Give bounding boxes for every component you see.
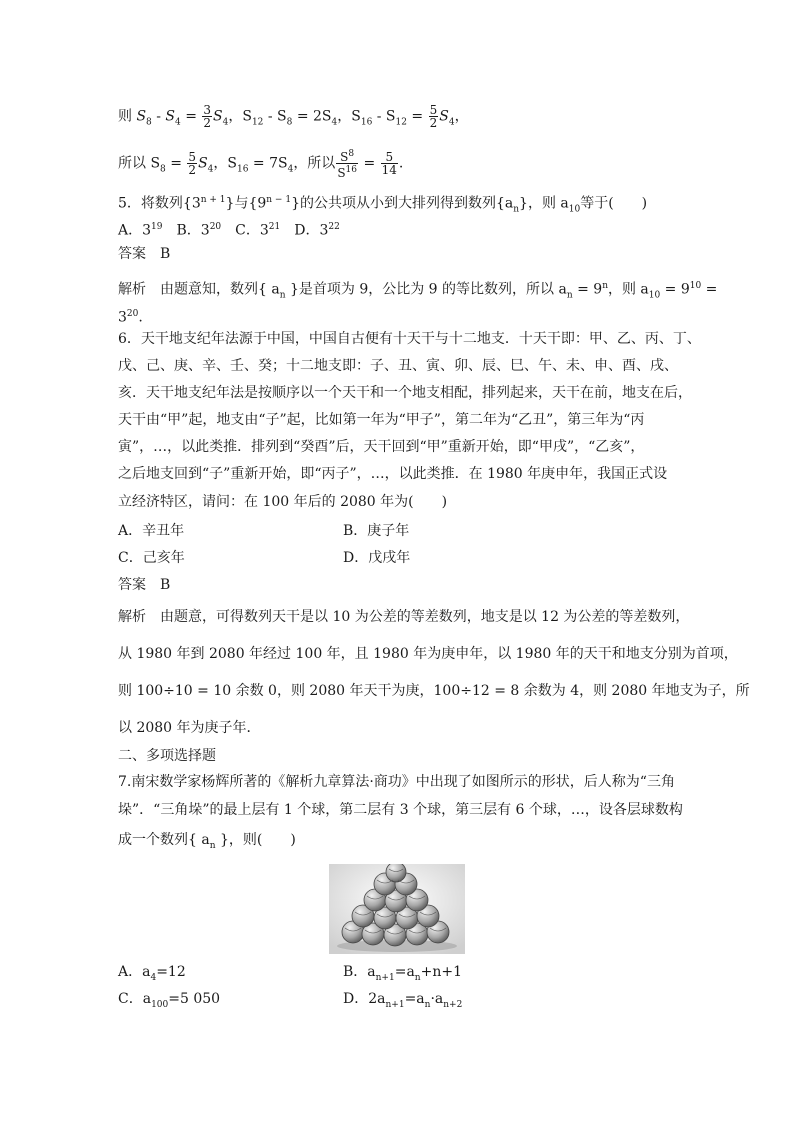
question-5-options: A．$3^{19}$ B．$3^{20}$ C．$3^{21}$ D．$3^{22}$ [118, 222, 340, 239]
question-6-line: 寅”，…，以此类推．排列到“癸酉”后，天干回到“甲”重新开始，即“甲戌”，“乙亥”， [118, 439, 645, 455]
option-c: C．$a_{100}=5$ 050 [118, 991, 221, 1010]
explanation-6-line: 则 100÷10 = 10 余数 0，则 2080 年天干为庚，100÷12 = 8 余数为 4，则 2080 年地支为子，所 [118, 683, 750, 699]
ball-pyramid-image [329, 864, 465, 954]
fraction: $\frac{3}{2}$ [203, 103, 212, 130]
question-5: 5．将数列$\{3^{n + 1}\}$与$\{9^{n - 1}\}$的公共项从小到大排列得到数列$\{a_n\}$，则 $a_{10}$等于( ) [118, 195, 648, 215]
option-b: B．庚子年 [343, 523, 410, 539]
option-a: A．辛丑年 [118, 523, 185, 539]
question-6-line: 戊、己、庚、辛、壬、癸；十二地支即：子、丑、寅、卯、辰、巳、午、未、申、酉、戌、 [118, 358, 678, 374]
explanation-5-cont: $3^{20}$. [118, 309, 143, 326]
option-a: A．$a_4=12$ [118, 964, 186, 983]
explanation-5: 解析 由题意知，数列{ $a_n$ }是首项为 9，公比为 9 的等比数列，所以 $a_n = 9^n$，则 $a_{10} = 9^{10}$ = [118, 281, 718, 301]
question-7-line: 成一个数列{ $a_n$ }，则( ) [118, 832, 296, 851]
derivation-line-1: 则 $S_8 - S_4$ = $\frac{3}{2}$ $S_4$，$S_{12} - S_8 = 2S_4$，$S_{16} - S_{12}$ = $\frac{5}{2}$ $S_4$， [118, 103, 469, 130]
question-6-line: 6．天干地支纪年法源于中国，中国自古便有十天干与十二地支．十天干即：甲、乙、丙、丁、 [118, 331, 701, 347]
answer-5: 答案 B [118, 246, 171, 262]
option-c: C．己亥年 [118, 550, 185, 566]
option-d: D．戊戌年 [343, 550, 411, 566]
question-6-line: 立经济特区，请问：在 100 年后的 2080 年为( ) [118, 494, 448, 510]
explanation-6-line: 从 1980 年到 2080 年经过 100 年，且 1980 年为庚申年，以 1980 年的天干和地支分别为首项， [118, 646, 738, 662]
question-7-line: 垛”．“三角垛”的最上层有 1 个球，第二层有 3 个球，第三层有 6 个球，…，设各层球数构 [118, 802, 683, 818]
explanation-6-line: 以 2080 年为庚子年． [118, 720, 261, 736]
question-6-line: 亥．天干地支纪年法是按顺序以一个天干和一个地支相配，排列起来，天干在前，地支在后， [118, 385, 692, 401]
derivation-line-2: 所以 $S_8$ = $\frac{5}{2}$ $S_4$，$S_{16} = 7S_4$，所以 $\frac{S^8}{S^{16}}$ = $\frac{5}{14}$ . [118, 149, 404, 180]
option-b: B．$a_{n+1}=a_n+n+1$ [343, 964, 462, 983]
option-d: D．$2a_{n+1}=a_n\cdot a_{n+2}$ [343, 991, 463, 1010]
answer-6: 答案 B [118, 577, 171, 593]
section-heading: 二、多项选择题 [118, 748, 216, 764]
question-6-line: 天干由“甲”起，地支由“子”起，比如第一年为“甲子”，第二年为“乙丑”，第三年为“丙 [118, 412, 645, 428]
explanation-6-line: 解析 由题意，可得数列天干是以 10 为公差的等差数列，地支是以 12 为公差的等差数列， [118, 609, 690, 625]
question-6-line: 之后地支回到“子”重新开始，即“丙子”，…，以此类推．在 1980 年庚申年，我国正式设 [118, 466, 668, 482]
question-7-line: 7.南宋数学家杨辉所著的《解析九章算法·商功》中出现了如图所示的形状，后人称为“三角 [118, 774, 675, 790]
